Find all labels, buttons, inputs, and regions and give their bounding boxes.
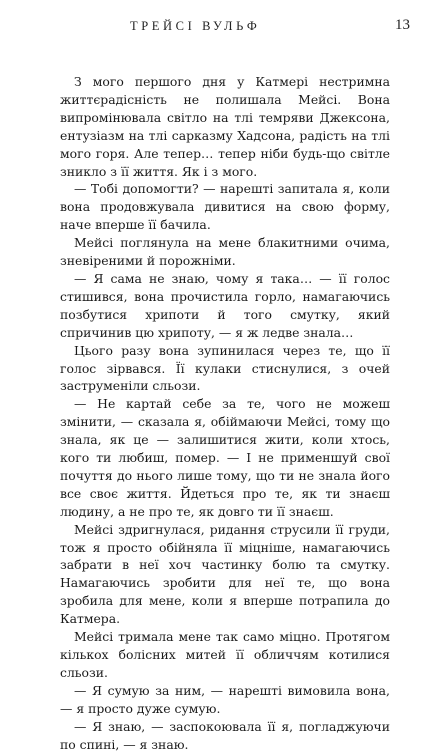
- body-text: [60, 73, 390, 753]
- page-number: 13: [395, 17, 410, 33]
- paragraph: — Я знаю, — заспокоювала її я, погладжуючи по спині, — я знаю.: [60, 718, 390, 752]
- paragraph: Цього разу вона зупинилася через те, що її голос зірвався. Її кулаки стиснулися, з очей заструменіли сльози.: [60, 342, 390, 394]
- paragraph: Мейсі поглянула на мене блакитними очима, зневіреними й порожніми.: [60, 235, 390, 269]
- paragraph: — Тобі допомогти? — нарешті запитала я, коли вона продовжувала дивитися на свою форму, наче вперше її бачила.: [60, 181, 390, 233]
- running-head-author: ТРЕЙСІ ВУЛЬФ: [130, 19, 261, 33]
- paragraph: — Я сама не знаю, чому я така… — її голос стишився, вона прочистила горло, намагаючись позбутися хрипоти й того смутку, який спричинив цю хрипоту, — я ж ледве знала…: [60, 270, 390, 340]
- paragraph: — Я сумую за ним, — нарешті вимовила вона, — я просто дуже сумую.: [60, 682, 390, 716]
- paragraph: — Не картай себе за те, чого не можеш змінити, — сказала я, обіймаючи Мейсі, тому що знала, як це — залишитися жити, коли хтось, кого ти любиш, помер. — І не применшуй свої почуття до нього лише тому, що ти не знала його все своє життя. Йдеться про те, як ти знаєш людину, а не про те, як довго ти її знаєш.: [60, 396, 390, 519]
- paragraph: Мейсі здригнулася, ридання струсили її груди, тож я просто обійняла її міцніше, намагаючись забрати в неї хоч частинку болю та смутку. Намагаючись зробити для неї те, що вона зробила для мене, коли я вперше потрапила до Катмера.: [60, 521, 390, 627]
- paragraph: З мого першого дня у Катмері нестримна життєрадісність не полишала Мейсі. Вона випромінювала світло на тлі темряви Джексона, ентузіазм на тлі сарказму Хадсона, радість на тлі мого горя. Але тепер… тепер ніби будь-що світле зникло з її життя. Як і з мого.: [60, 74, 390, 179]
- paragraph: Мейсі тримала мене так само міцно. Протягом кількох болісних митей її обличчям котилися сльози.: [60, 629, 390, 680]
- running-head: [130, 19, 410, 41]
